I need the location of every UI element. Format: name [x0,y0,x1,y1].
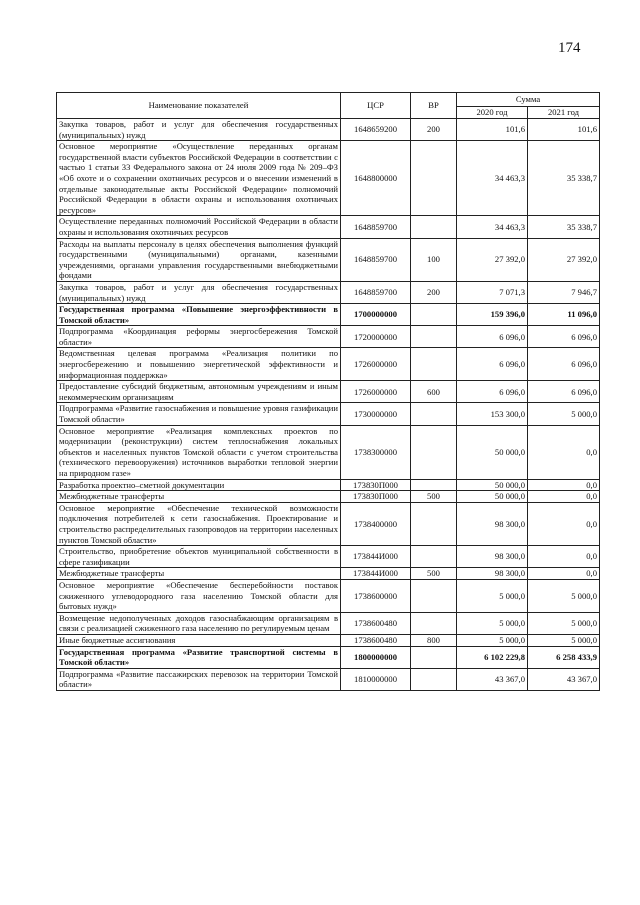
row-2021-value-cell: 0,0 [528,491,600,503]
row-csr-cell: 173830П000 [341,479,411,491]
row-2020-value-cell: 6 096,0 [457,326,528,348]
table-row [57,634,600,646]
row-vr-cell [411,326,457,348]
row-2021-value-cell: 35 338,7 [528,141,600,216]
row-name-cell: Основное мероприятие «Обеспечение бесперебойности поставок сжиженного углеводородного газа населению Томской области для бытовых нужд» [57,579,341,612]
row-name-cell: Закупка товаров, работ и услуг для обеспечения государственных (муниципальных) нужд [57,281,341,303]
row-csr-cell: 1738600000 [341,579,411,612]
row-2020-value-cell: 5 000,0 [457,634,528,646]
row-csr-cell: 1720000000 [341,326,411,348]
row-csr-cell: 1648859700 [341,216,411,238]
row-vr-cell [411,479,457,491]
row-vr-cell [411,348,457,381]
row-vr-cell [411,546,457,568]
row-vr-cell [411,141,457,216]
row-2020-value-cell: 50 000,0 [457,491,528,503]
row-vr-cell [411,304,457,326]
table-row [57,238,600,281]
row-vr-cell [411,668,457,690]
row-csr-cell: 1726000000 [341,381,411,403]
row-csr-cell: 173830П000 [341,491,411,503]
header-vr: ВР [411,93,457,119]
page-number: 174 [558,40,581,56]
row-csr-cell: 1648859700 [341,238,411,281]
row-vr-cell [411,612,457,634]
row-name-cell: Основное мероприятие «Обеспечение технической возможности подключения потребителей к сети газоснабжения. Проектирование и строительство распределительных газопроводов на территории населенных пунктов Томской области» [57,502,341,545]
row-2020-value-cell: 5 000,0 [457,579,528,612]
table-row [57,546,600,568]
row-vr-cell: 200 [411,281,457,303]
row-csr-cell: 1648659200 [341,119,411,141]
row-csr-cell: 1738400000 [341,502,411,545]
row-2020-value-cell: 101,6 [457,119,528,141]
row-vr-cell [411,579,457,612]
row-2020-value-cell: 34 463,3 [457,216,528,238]
row-name-cell: Межбюджетные трансферты [57,568,341,580]
table-row [57,668,600,690]
table-body [57,119,600,691]
table-row [57,502,600,545]
row-name-cell: Основное мероприятие «Осуществление переданных органам государственной власти субъектов Российской Федерации в соответствии с частью 1 статьи 33 Федерального закона от 24 июля 2009 года № 209–ФЗ «Об охоте и о сохранении охотничьих ресурсов и о внесении изменений в отдельные законодательные акты Российской Федерации» полномочий Российской Федерации в области охраны и использования охотничьих ресурсов» [57,141,341,216]
row-name-cell: Государственная программа «Развитие транспортной системы в Томской области» [57,646,341,668]
row-2020-value-cell: 6 096,0 [457,381,528,403]
row-2021-value-cell: 0,0 [528,502,600,545]
row-2020-value-cell: 43 367,0 [457,668,528,690]
row-name-cell: Предоставление субсидий бюджетным, автономным учреждениям и иным некоммерческим организациям [57,381,341,403]
table-row [57,281,600,303]
table-row [57,612,600,634]
row-name-cell: Возмещение недополученных доходов газоснабжающим организациям в связи с реализацией сжиженного газа населению по регулируемым ценам [57,612,341,634]
table-row [57,141,600,216]
row-csr-cell: 1810000000 [341,668,411,690]
table-row [57,568,600,580]
row-2020-value-cell: 6 096,0 [457,348,528,381]
row-2020-value-cell: 34 463,3 [457,141,528,216]
row-name-cell: Расходы на выплаты персоналу в целях обеспечения выполнения функций государственными (муниципальными) органами, казенными учреждениями, органами управления государственными внебюджетными фондами [57,238,341,281]
table-row [57,646,600,668]
row-vr-cell [411,425,457,479]
row-name-cell: Подпрограмма «Координация реформы энергосбережения Томской области» [57,326,341,348]
row-2021-value-cell: 6 096,0 [528,381,600,403]
row-csr-cell: 1648859700 [341,281,411,303]
row-2021-value-cell: 0,0 [528,425,600,479]
row-2020-value-cell: 50 000,0 [457,479,528,491]
row-vr-cell [411,216,457,238]
row-name-cell: Разработка проектно–сметной документации [57,479,341,491]
row-2020-value-cell: 50 000,0 [457,425,528,479]
row-2021-value-cell: 43 367,0 [528,668,600,690]
row-name-cell: Ведомственная целевая программа «Реализация политики по энергосбережению и повышению энергетической эффективности и информационная поддержка» [57,348,341,381]
row-csr-cell: 1700000000 [341,304,411,326]
row-csr-cell: 1648800000 [341,141,411,216]
row-name-cell: Строительство, приобретение объектов муниципальной собственности в сфере газификации [57,546,341,568]
row-2020-value-cell: 27 392,0 [457,238,528,281]
row-2021-value-cell: 5 000,0 [528,634,600,646]
row-2021-value-cell: 35 338,7 [528,216,600,238]
row-2020-value-cell: 5 000,0 [457,612,528,634]
row-csr-cell: 1726000000 [341,348,411,381]
row-2020-value-cell: 98 300,0 [457,568,528,580]
row-name-cell: Государственная программа «Повышение энергоэффективности в Томской области» [57,304,341,326]
row-2021-value-cell: 6 096,0 [528,348,600,381]
table-row [57,304,600,326]
row-name-cell: Основное мероприятие «Реализация комплексных проектов по модернизации (реконструкции) систем теплоснабжения локальных объектов и населенных пунктов Томской области с учетом строительства (технического перевооружения) источников выработки тепловой энергии на природном газе» [57,425,341,479]
row-2020-value-cell: 98 300,0 [457,502,528,545]
row-csr-cell: 1730000000 [341,403,411,425]
row-vr-cell: 600 [411,381,457,403]
table-row [57,381,600,403]
row-csr-cell: 1738300000 [341,425,411,479]
row-csr-cell: 1738600480 [341,634,411,646]
row-vr-cell [411,403,457,425]
row-2021-value-cell: 6 258 433,9 [528,646,600,668]
row-vr-cell: 100 [411,238,457,281]
row-csr-cell: 173844И000 [341,568,411,580]
row-vr-cell: 500 [411,491,457,503]
budget-table [56,92,600,691]
row-csr-cell: 173844И000 [341,546,411,568]
row-2021-value-cell: 0,0 [528,546,600,568]
row-vr-cell [411,502,457,545]
row-2020-value-cell: 159 396,0 [457,304,528,326]
table-row [57,216,600,238]
row-2021-value-cell: 5 000,0 [528,403,600,425]
row-name-cell: Закупка товаров, работ и услуг для обеспечения государственных (муниципальных) нужд [57,119,341,141]
row-vr-cell: 200 [411,119,457,141]
header-year-2021: 2021 год [528,107,600,119]
table-row [57,479,600,491]
row-csr-cell: 1800000000 [341,646,411,668]
row-2021-value-cell: 101,6 [528,119,600,141]
row-vr-cell: 800 [411,634,457,646]
row-vr-cell [411,646,457,668]
table-row [57,491,600,503]
table-row [57,579,600,612]
row-2020-value-cell: 7 071,3 [457,281,528,303]
header-name: Наименование показателей [57,93,341,119]
row-2020-value-cell: 98 300,0 [457,546,528,568]
table-row [57,119,600,141]
table-row [57,403,600,425]
row-name-cell: Иные бюджетные ассигнования [57,634,341,646]
header-year-2020: 2020 год [457,107,528,119]
row-2021-value-cell: 0,0 [528,568,600,580]
row-2020-value-cell: 6 102 229,8 [457,646,528,668]
row-name-cell: Межбюджетные трансферты [57,491,341,503]
row-2021-value-cell: 27 392,0 [528,238,600,281]
table-row [57,348,600,381]
row-2020-value-cell: 153 300,0 [457,403,528,425]
row-csr-cell: 1738600480 [341,612,411,634]
row-2021-value-cell: 5 000,0 [528,612,600,634]
header-csr: ЦСР [341,93,411,119]
table-row [57,326,600,348]
row-2021-value-cell: 7 946,7 [528,281,600,303]
row-name-cell: Осуществление переданных полномочий Российской Федерации в области охраны и использования охотничьих ресурсов [57,216,341,238]
row-2021-value-cell: 5 000,0 [528,579,600,612]
row-name-cell: Подпрограмма «Развитие пассажирских перевозок на территории Томской области» [57,668,341,690]
row-2021-value-cell: 6 096,0 [528,326,600,348]
row-name-cell: Подпрограмма «Развитие газоснабжения и повышение уровня газификации Томской области» [57,403,341,425]
header-sum: Сумма [457,93,600,107]
row-2021-value-cell: 11 096,0 [528,304,600,326]
table-row [57,425,600,479]
row-vr-cell: 500 [411,568,457,580]
row-2021-value-cell: 0,0 [528,479,600,491]
